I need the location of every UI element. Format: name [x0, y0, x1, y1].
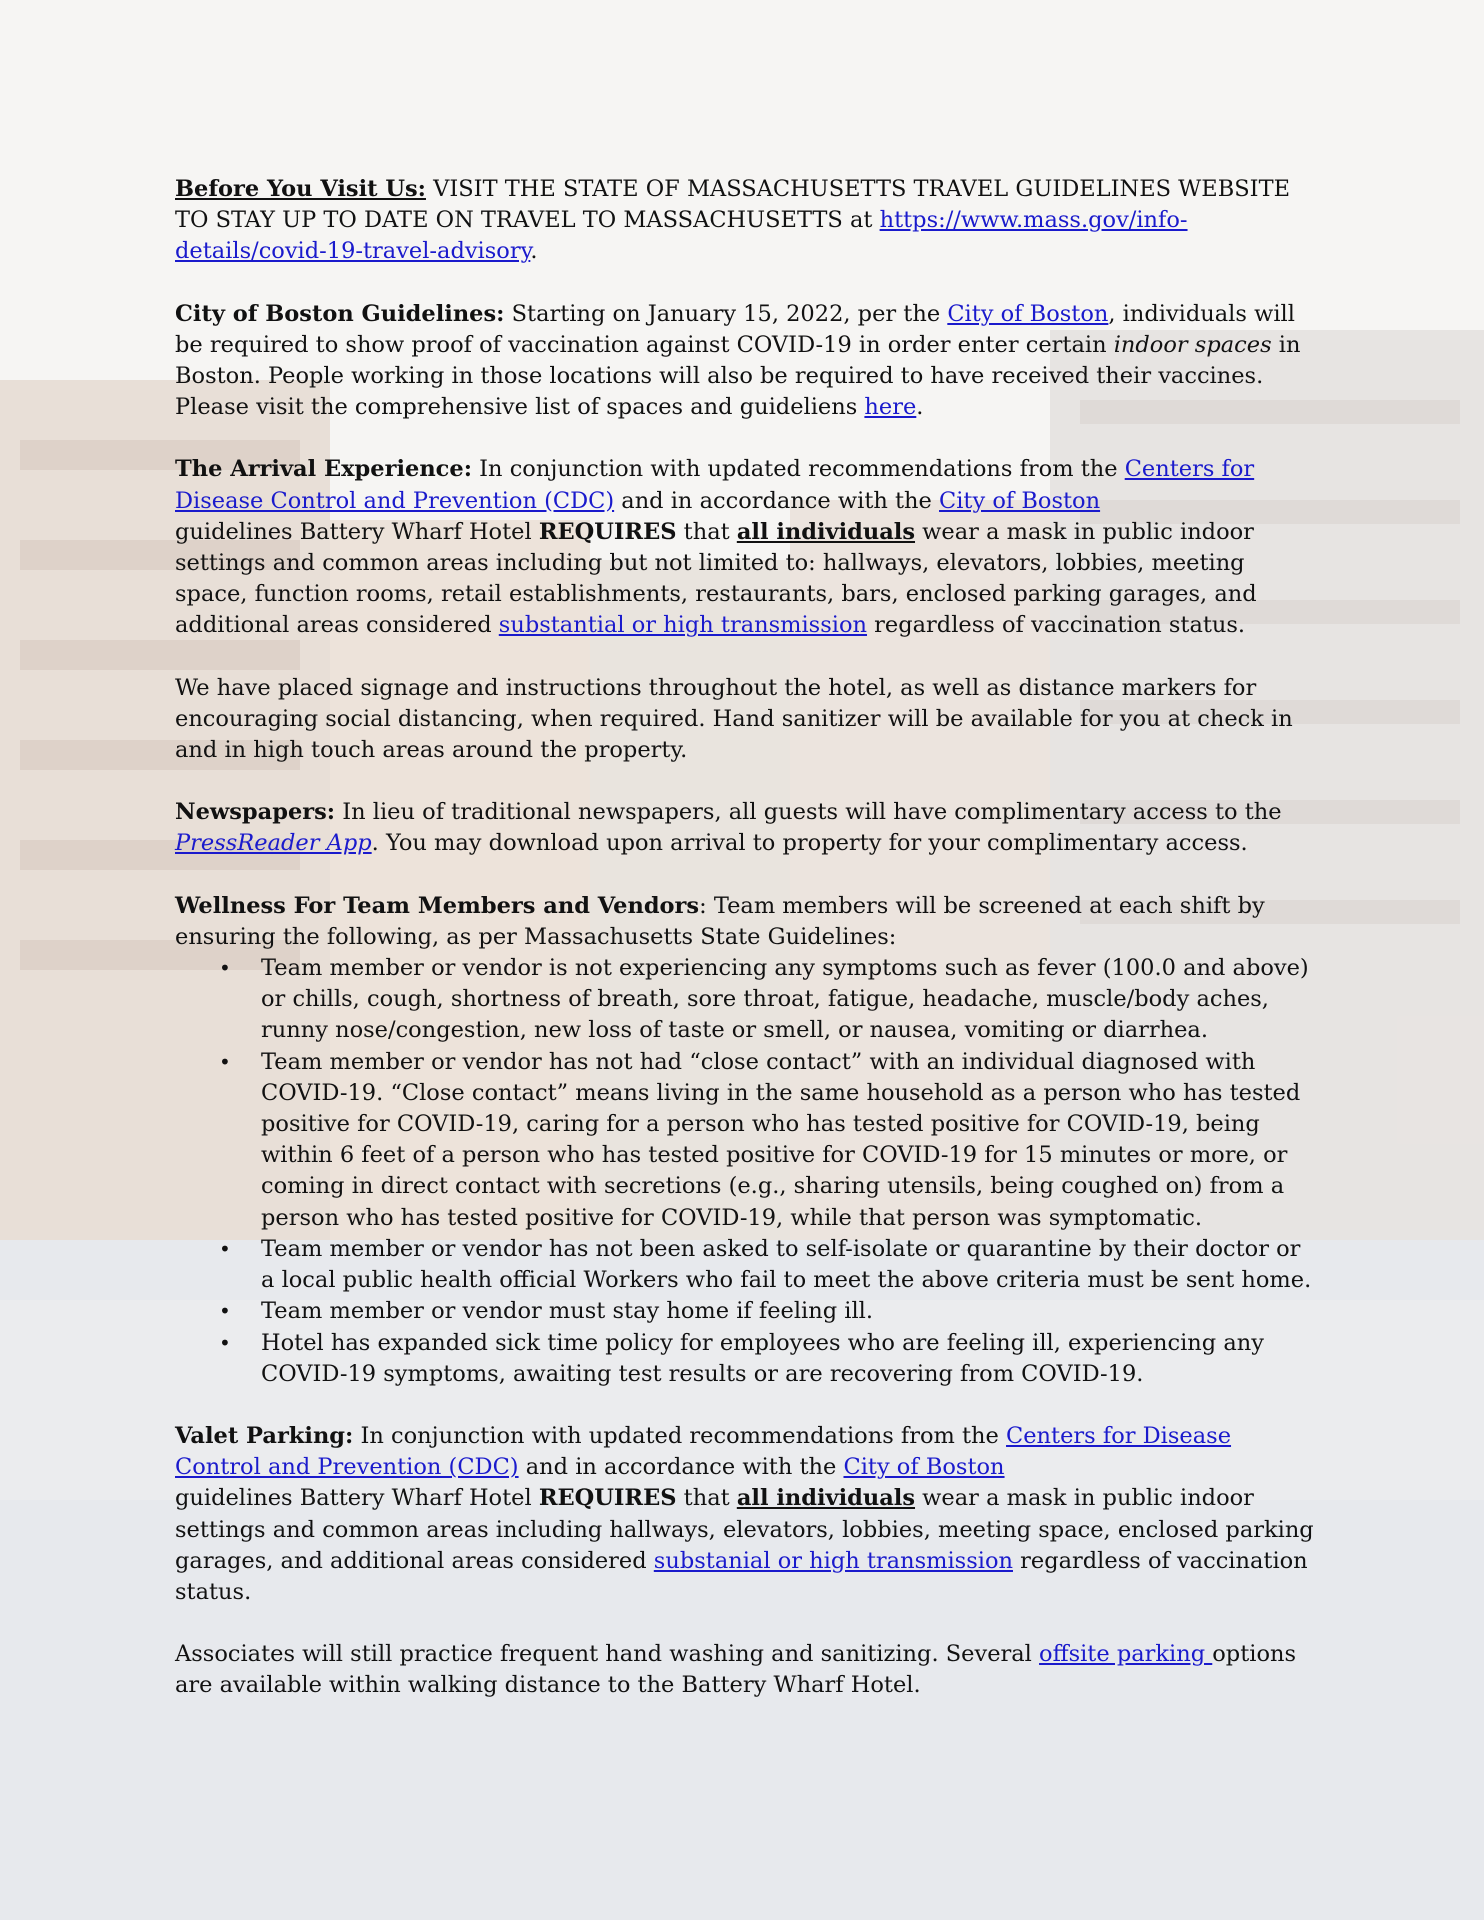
mass-gov-link[interactable]: https://www.mass.gov/info-details/covid-19-travel-advisory	[175, 207, 1188, 265]
newspapers-heading: Newspapers:	[175, 799, 336, 826]
signage-paragraph: We have placed signage and instructions throughout the hotel, as well as distance markers for encouraging social distancing, when required. Hand sanitizer will be available for you at check in and in high touch areas around the property.	[175, 674, 1293, 764]
wellness-list	[175, 953, 1315, 1390]
here-link[interactable]: here	[864, 394, 917, 421]
list-item: • Team member or vendor is not experiencing any symptoms such as fever (100.0 and above) or chills, cough, shortness of breath, sore throat, fatigue, headache, muscle/body aches, runny nose/congestion, new loss of taste or smell, or nausea, vomiting or diarrhea.	[261, 953, 1315, 1047]
city-of-boston-link[interactable]: City of Boston	[843, 1454, 1005, 1481]
city-of-boston-link[interactable]: City of Boston	[939, 487, 1101, 514]
list-item: • Team member or vendor must stay home if feeling ill.	[261, 1296, 1315, 1327]
valet-parking-paragraph: Valet Parking: In conjunction with updated recommendations from the Centers for Disease Control and Prevention (CDC) and in accordance with the City of Boston guidelines Battery Wharf Hotel REQUIRES that all individuals wear a mask in public indoor settings and common areas including hallways, elevators, lobbies, meeting space, enclosed parking garages, and additional areas considered substanial or high transmission regardless of vaccination status.	[175, 1422, 1314, 1605]
cdc-link[interactable]: Centers for Disease Control and Prevention (CDC)	[175, 1422, 1232, 1481]
cdc-link[interactable]: Centers for Disease Control and Prevention (CDC)	[175, 456, 1255, 514]
city-of-boston-link[interactable]: City of Boston	[947, 300, 1109, 327]
before-heading: Before You Visit Us:	[175, 176, 426, 202]
newspapers-paragraph: Newspapers: In lieu of traditional newspapers, all guests will have complimentary access to the PressReader App. You may download upon arrival to property for your complimentary access.	[175, 799, 1282, 857]
list-item: • Team member or vendor has not been asked to self-isolate or quarantine by their doctor or a local public health official Workers who fail to meet the above criteria must be sent home.	[261, 1234, 1315, 1296]
before-you-visit-paragraph: Before You Visit Us: VISIT THE STATE OF MASSACHUSETTS TRAVEL GUIDELINES WEBSITE TO STAY UP TO DATE ON TRAVEL TO MASSACHUSETTS at https://www.mass.gov/info-details/covid-19-travel-advisory.	[175, 176, 1291, 265]
wellness-paragraph: Wellness For Team Members and Vendors: Team members will be screened at each shift by ensuring the following, as per Massachusetts State Guidelines:	[175, 892, 1265, 950]
boston-guidelines-paragraph: City of Boston Guidelines: Starting on January 15, 2022, per the City of Boston, individuals will be required to show proof of vaccination against COVID-19 in order enter certain indoor spaces in Boston. People working in those locations will also be required to have received their vaccines. Please visit the comprehensive list of spaces and guideliens here.	[175, 300, 1301, 421]
wellness-heading: Wellness For Team Members and Vendors	[175, 892, 700, 919]
boston-heading: City of Boston Guidelines:	[175, 300, 505, 327]
transmission-link[interactable]: substantial or high transmission	[498, 612, 868, 639]
pressreader-link[interactable]: PressReader App	[175, 830, 372, 857]
associates-paragraph: Associates will still practice frequent hand washing and sanitizing. Several offsite parking options are available within walking distance to the Battery Wharf Hotel.	[175, 1641, 1297, 1699]
list-item: • Team member or vendor has not had “close contact” with an individual diagnosed with COVID-19. “Close contact” means living in the same household as a person who has tested positive for COVID-19, caring for a person who has tested positive for COVID-19, being within 6 feet of a person who has tested positive for COVID-19 for 15 minutes or more, or coming in direct contact with secretions (e.g., sharing utensils, being coughed on) from a person who has tested positive for COVID-19, while that person was symptomatic.	[261, 1047, 1315, 1234]
arrival-experience-paragraph: The Arrival Experience: In conjunction with updated recommendations from the Centers for Disease Control and Prevention (CDC) and in accordance with the City of Boston guidelines Battery Wharf Hotel REQUIRES that all individuals wear a mask in public indoor settings and common areas including but not limited to: hallways, elevators, lobbies, meeting space, function rooms, retail establishments, restaurants, bars, enclosed parking garages, and additional areas considered substantial or high transmission regardless of vaccination status.	[175, 456, 1257, 639]
valet-heading: Valet Parking:	[175, 1422, 354, 1449]
offsite-parking-link[interactable]: offsite parking	[1039, 1641, 1213, 1668]
transmission-link[interactable]: substanial or high transmission	[653, 1547, 1013, 1574]
list-item: • Hotel has expanded sick time policy for employees who are feeling ill, experiencing any COVID-19 symptoms, awaiting test results or are recovering from COVID-19.	[261, 1328, 1315, 1390]
document-body	[175, 174, 1315, 1733]
arrival-heading: The Arrival Experience:	[175, 456, 473, 483]
